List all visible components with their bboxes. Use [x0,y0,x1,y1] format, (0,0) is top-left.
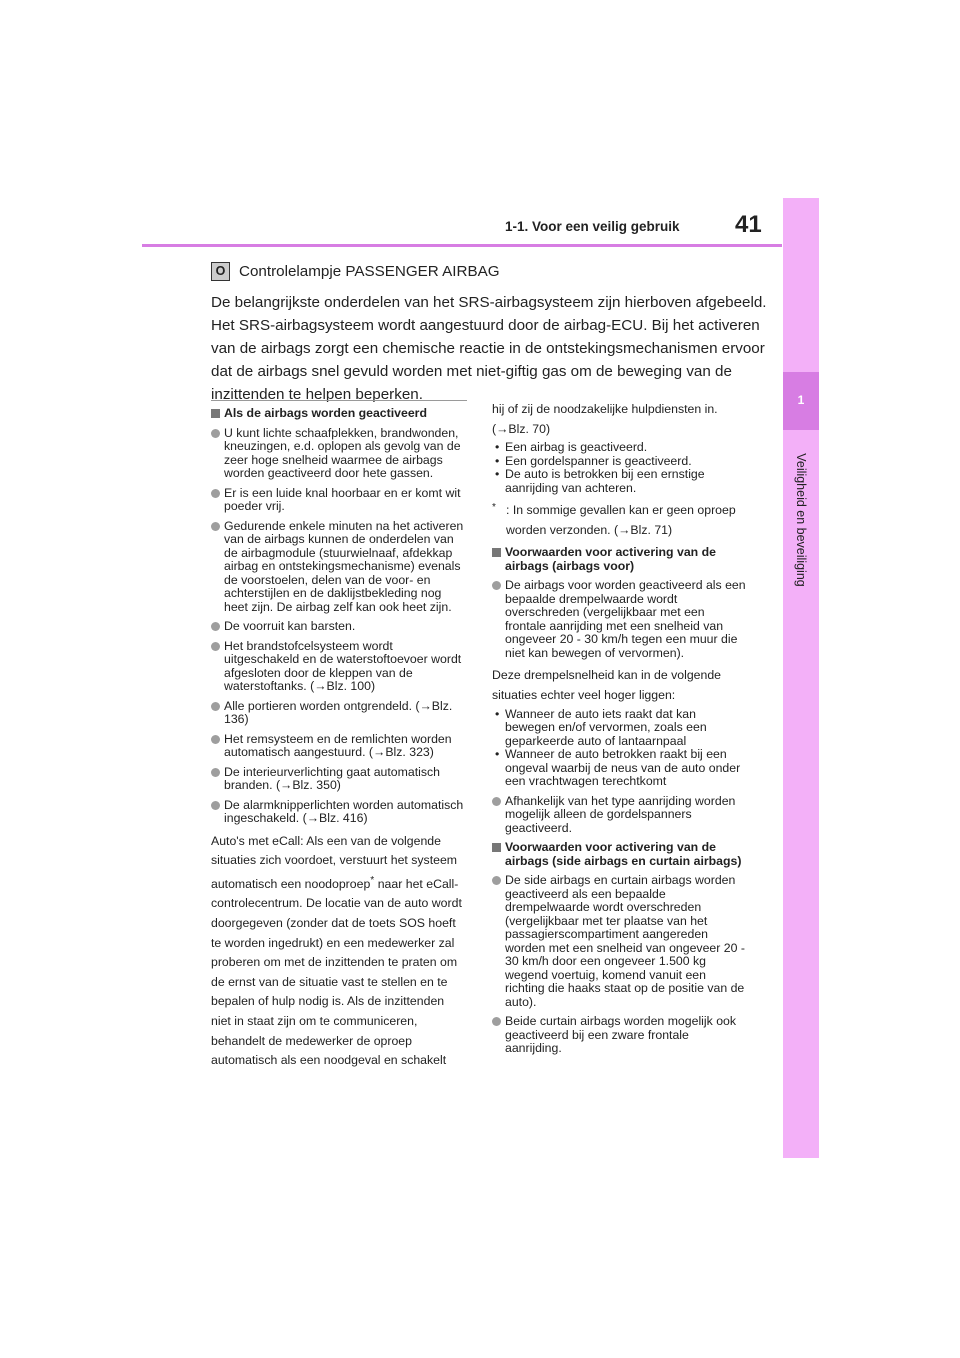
footnote-marker: * [370,874,375,886]
left-column [211,400,467,1073]
list-item: Het brandstofcelsysteem wordt uitgeschakeld en de waterstoftoevoer wordt afgesloten door de kleppen van de waterstoftanks. (→Blz. 100) [211,640,467,694]
threshold-conditions [492,708,748,789]
section-title: 1-1. Voor een veilig gebruik [505,219,680,234]
section-heading: Als de airbags worden geactiveerd [211,407,467,421]
threshold-paragraph: Deze drempelsnelheid kan in de volgende situaties echter veel hoger liggen: [492,668,722,702]
section-heading: Voorwaarden voor activering van de airbags (side airbags en curtain airbags) [492,841,748,868]
list-item: Afhankelijk van het type aanrijding worden mogelijk alleen de gordelspanners geactiveerd. [492,795,748,836]
ecall-conditions [492,441,748,495]
intro-paragraph: De belangrijkste onderdelen van het SRS-airbagsysteem zijn hierboven afgebeeld. Het SRS-airbagsysteem wordt aangestuurd door de airbag-ECU. Bij het activeren van de airbags zorgt een chemische reactie in de ontstekingsmechanismen ervoor dat de airbags snel gevuld worden met niet-giftig gas om de beweging van de inzittenden te helpen beperken. [211,294,767,403]
list-item: De airbags voor worden geactiveerd als een bepaalde drempelwaarde wordt overschreden (vergelijkbaar met een frontale aanrijding met een snelheid van ongeveer 20 - 30 km/h tegen een muur die niet kan bewegen of vervormen). [492,579,748,660]
callout-letter: O [211,262,230,281]
chapter-number: 1 [797,393,805,407]
list-item: • De auto is betrokken bij een ernstige aanrijding van achteren. [492,468,748,495]
section-rule [211,400,467,401]
list-item: U kunt lichte schaafplekken, brandwonden, kneuzingen, e.d. oplopen als gevolg van de zeer hoge snelheid waarmee de airbags worden geactiveerd door hete gassen. [211,427,467,481]
chapter-title: Veiligheid en beveiliging [794,453,808,587]
footnote-marker: * [492,502,496,514]
page-number: 41 [735,211,762,238]
footnote [492,501,748,540]
continuation-paragraph: hij of zij de noodzakelijke hulpdiensten in. (→Blz. 70) [492,402,718,436]
list-item: De voorruit kan barsten. [211,620,467,634]
footnote-text: : In sommige gevallen kan er geen oproep worden verzonden. (→Blz. 71) [506,503,736,537]
list-item: • Een gordelspanner is geactiveerd. [492,455,748,469]
ecall-paragraph [211,832,467,1071]
list-item: Beide curtain airbags worden mogelijk ook geactiveerd bij een zware frontale aanrijding. [492,1015,748,1056]
callout-text: Controlelampje PASSENGER AIRBAG [239,263,500,280]
callout-label [211,260,771,283]
list-item: Er is een luide knal hoorbaar en er komt wit poeder vrij. [211,487,467,514]
list-item: De alarmknipperlichten worden automatisch ingeschakeld. (→Blz. 416) [211,799,467,826]
chapter-tab-strip [783,198,819,1158]
list-item: • Wanneer de auto betrokken raakt bij een ongeval waarbij de neus van de auto onder een vrachtwagen terechtkomt [492,748,748,789]
list-item: Gedurende enkele minuten na het activeren van de airbags kunnen de onderdelen van de airbagmodule (stuurwielnaaf, afdekkap airbag en ontstekingsmechanisme) evenals de voorstoelen, delen van de voor- en achterstijlen en de daklijstbekleding nog heet zijn. De airbag zelf kan ook heet zijn. [211,520,467,615]
list-item: Het remsysteem en de remlichten worden automatisch aangestuurd. (→Blz. 323) [211,733,467,760]
right-column [492,400,748,1062]
ecall-text-start: Auto's met eCall: Als een van de volgende situaties zich voordoet, verstuurt het systeem automatisch een noodoproep [211,833,458,891]
list-item: • Wanneer de auto iets raakt dat kan bewegen en/of vervormen, zoals een geparkeerde auto of lantaarnpaal [492,708,748,749]
intro-block [211,260,771,406]
section-heading: Voorwaarden voor activering van de airbags (airbags voor) [492,546,748,573]
list-item: De interieurverlichting gaat automatisch branden. (→Blz. 350) [211,766,467,793]
header-rule [142,244,782,247]
list-item: • Een airbag is geactiveerd. [492,441,748,455]
ecall-text-end: naar het eCall-controlecentrum. De locatie van de auto wordt doorgegeven (zonder dat de toets SOS hoeft te worden ingedrukt) en een medewerker zal proberen om met de inzittenden te praten om de ernst van de situatie vast te stellen en te bepalen of hulp nodig is. Als de inzittenden niet in staat zijn om te communiceren, behandelt de medewerker de oproep automatisch als een noodgeval en schakelt [211,876,462,1068]
list-item: De side airbags en curtain airbags worden geactiveerd als een bepaalde drempelwaarde wordt overschreden (vergelijkbaar met ter plaatse van het passagierscompartiment aangereden worden met een snelheid van ongeveer 20 - 30 km/h door een ongeveer 1.500 kg wegend voertuig, komend vanuit een richting die haaks staat op de positie van de auto). [492,874,748,1009]
list-item: Alle portieren worden ontgrendeld. (→Blz. 136) [211,700,467,727]
